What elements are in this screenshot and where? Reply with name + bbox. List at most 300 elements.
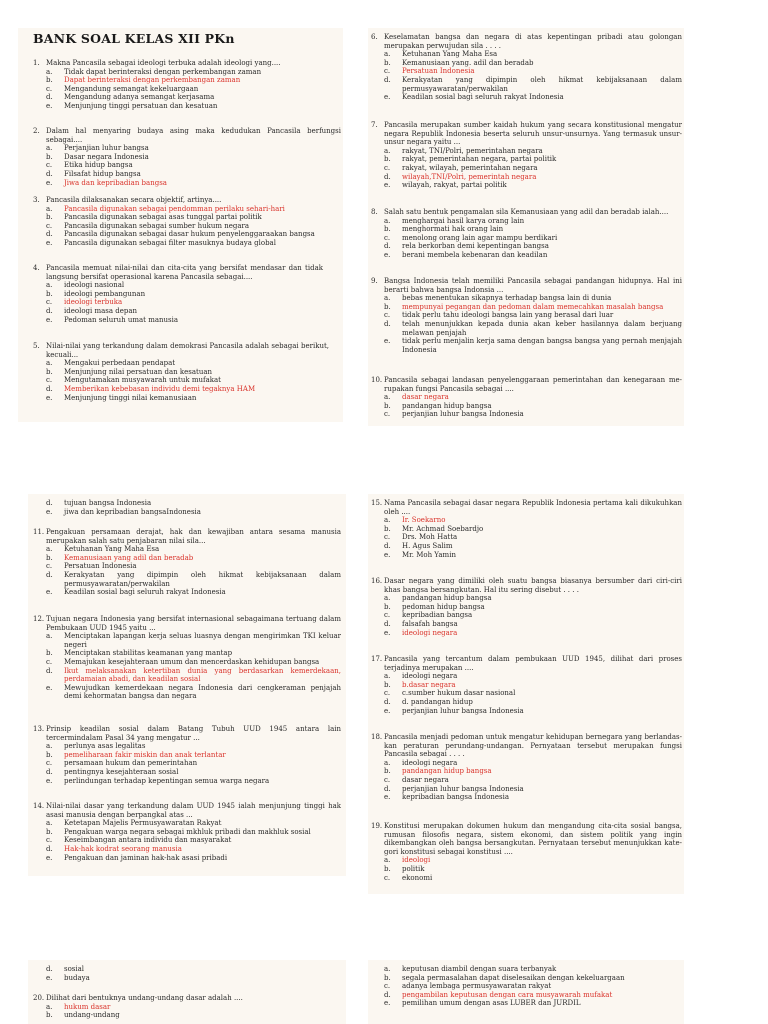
option-text: ideologi negara [402, 672, 458, 681]
option-letter: a. [46, 742, 53, 751]
question-5 [33, 342, 329, 402]
option-list [33, 281, 323, 324]
option [46, 394, 329, 403]
option-letter: e. [384, 793, 391, 802]
option [46, 93, 331, 102]
option-list [371, 965, 682, 1008]
option-text: Dasar negara Indonesia [64, 152, 149, 161]
option-letter: b. [384, 401, 391, 410]
option-text: ideologi terbuka [64, 298, 123, 307]
option-list [33, 205, 341, 248]
option-letter: d. [46, 93, 53, 102]
question-number: 19. [371, 822, 383, 830]
option-list [33, 1003, 341, 1020]
option-letter: e. [384, 181, 391, 190]
option-letter: c. [46, 161, 53, 170]
question-stem [371, 208, 682, 217]
option-letter: e. [46, 178, 53, 187]
question-text: Pancasila yang tercantum dalam pembukaan UUD 1945, dilihat dari proses terjadinya merupakan .... [384, 655, 682, 672]
option-text: Kemanusiaan yang. adil dan beradab [402, 58, 534, 67]
option-list [371, 759, 682, 802]
option [384, 776, 682, 785]
question-stem [371, 577, 682, 594]
answer-option [384, 393, 682, 402]
option-letter: e. [46, 853, 53, 862]
option-letter: a. [46, 819, 53, 828]
question-text: Bangsa Indonesia telah memiliki Pancasila sebagai pandangan hidupnya. Hal ini berarti bahwa bangsa Indonsia ... [384, 277, 682, 294]
question-number: 1. [33, 59, 40, 67]
option [384, 603, 682, 612]
question-6 [371, 33, 682, 102]
question-number: 14. [33, 802, 45, 810]
question-number: 4. [33, 264, 40, 272]
option-text: Mengutamakan musyawarah untuk mufakat [64, 376, 221, 385]
option-text: telah menunjukkan kepada dunia akan keber hasilannya dalam berjuang melawan penjajah [402, 319, 682, 337]
option [384, 59, 682, 68]
question-11 [33, 528, 341, 597]
answer-option [384, 303, 682, 312]
option-list [371, 856, 682, 882]
option [46, 213, 341, 222]
option-letter: c. [384, 67, 391, 76]
option-letter: b. [384, 602, 391, 611]
option-text: Mengandung semangat kekeluargaan [64, 84, 199, 93]
option-letter: a. [46, 144, 53, 153]
option [384, 974, 682, 983]
question-3 [33, 196, 341, 248]
option-letter: e. [384, 550, 391, 559]
question-stem [33, 264, 323, 281]
option-text: Pengakuan dan jaminan hak-hak asasi pribadi [64, 853, 228, 862]
option [46, 836, 341, 845]
option-text: Keseimbangan antara individu dan masyarakat [64, 836, 232, 845]
option-text: Mr. Moh Yamin [402, 550, 456, 559]
option-letter: a. [46, 204, 53, 213]
option [46, 571, 341, 588]
option-letter: c. [384, 689, 391, 698]
option-letter: e. [46, 315, 53, 324]
answer-option [384, 516, 682, 525]
option [384, 181, 682, 190]
answer-option [46, 554, 341, 563]
option-text: ekonomi [402, 873, 433, 882]
option-letter: b. [46, 289, 53, 298]
option-text: pemeliharaan fakir miskin dan anak terlantar [64, 750, 226, 759]
option-text: ideologi masa depan [64, 306, 138, 315]
option-text: Kemanusiaan yang adil dan beradab [64, 553, 194, 562]
answer-option [46, 179, 341, 188]
question-19 [371, 822, 682, 882]
option [384, 320, 682, 337]
question-text: Dalam hal menyaring budaya asing maka kedudukan Pancasila berfungsi sebagai.... [46, 127, 341, 144]
option-text: Menciptakan lapangan kerja seluas luasnya dengan mengirimkan TKI keluar negeri [64, 632, 341, 649]
option-text: pentingnya kesejahteraan sosial [64, 767, 179, 776]
option-text: ideologi nasional [64, 281, 125, 290]
option-letter: d. [384, 541, 391, 550]
option [46, 368, 329, 377]
question-text: Prinsip keadilan sosial dalam Batang Tubuh UUD 1945 antara lain tercermindalam Pasal 34 yang mengatur ... [46, 725, 341, 742]
option [46, 974, 341, 983]
option [46, 316, 323, 325]
answer-option [384, 629, 682, 638]
question-stem [33, 725, 341, 742]
option-text: Pancasila digunakan sebagai sumber hukum negara [64, 221, 250, 230]
question-16 [371, 577, 682, 637]
option-text: c.sumber hukum dasar nasional [402, 689, 516, 698]
option-text: Mengandung adanya semangat kerjasama [64, 93, 215, 102]
answer-option [384, 67, 682, 76]
option [384, 707, 682, 716]
option-letter: d. [46, 666, 53, 675]
option [46, 828, 341, 837]
option-text: persamaan hukum dan pemerintahan [64, 759, 198, 768]
option-letter: b. [384, 524, 391, 533]
option [46, 359, 329, 368]
answer-option [46, 76, 331, 85]
option-letter: b. [384, 155, 391, 164]
option [384, 234, 682, 243]
answer-option [46, 667, 341, 684]
option [46, 161, 341, 170]
option-list [371, 217, 682, 260]
option [46, 170, 341, 179]
question-stem [33, 59, 331, 68]
question-number: 20. [33, 994, 45, 1002]
option-letter: e. [384, 628, 391, 637]
option-text: b.dasar negara [402, 680, 456, 689]
option-text: Ketuhanan Yang Maha Esa [64, 545, 160, 554]
option-letter: c. [384, 982, 391, 991]
question-1 [33, 59, 331, 111]
option-letter: b. [46, 1011, 53, 1020]
option [46, 102, 331, 111]
option [46, 307, 323, 316]
question-text: Pancasila dilaksanakan secara objektif, artinya.... [46, 196, 222, 204]
question-14 [33, 802, 341, 862]
option-letter: a. [384, 856, 391, 865]
question-text: Pancasila menjadi pedoman untuk mengatur kehidupan bernegara yang berlandas- kan peraturan perundang-undangan. Pernyataan tersebut merupakan fungsi Pancasila sebagai . . . . [384, 733, 682, 759]
question-text: Tujuan negara Indonesia yang bersifat internasional sebagaimana tertuang dalam Pembukaan UUD 1945 yaitu ... [46, 615, 341, 632]
option-list [371, 594, 682, 637]
question-stem [33, 994, 341, 1003]
question-8 [371, 208, 682, 260]
option [46, 768, 341, 777]
question-number: 6. [371, 33, 378, 41]
option-text: Tidak dapat berinteraksi dengan perkembangan zaman [64, 67, 262, 76]
option-letter: b. [46, 367, 53, 376]
question-number: 3. [33, 196, 40, 204]
option-letter: a. [384, 965, 391, 973]
option-list [33, 359, 329, 402]
option-letter: b. [46, 76, 53, 85]
option-text: jiwa dan kepribadian bangsaIndonesia [64, 507, 201, 516]
option [384, 311, 682, 320]
option-text: Ketuhanan Yang Maha Esa [402, 50, 498, 59]
option-list [371, 393, 682, 419]
option-letter: e. [384, 93, 391, 102]
option-text: pengambilan keputusan dengan cara musyawarah mufakat [402, 990, 613, 999]
option-letter: a. [384, 294, 391, 303]
option-text: Jiwa dan kepribadian bangsa [64, 178, 167, 187]
option-letter: a. [384, 393, 391, 402]
question-4 [33, 264, 323, 324]
option [46, 239, 341, 248]
option-text: sosial [64, 965, 85, 973]
option-list [371, 672, 682, 715]
option-letter: c. [46, 84, 53, 93]
option-list [371, 516, 682, 559]
option-text: perjanjian luhur bangsa Indonesia [402, 784, 524, 793]
option-letter: c. [46, 376, 53, 385]
question-stem [33, 342, 329, 359]
option-text: Menjunjung nilai persatuan dan kesatuan [64, 367, 213, 376]
question-text: Pengakuan persamaan derajat, hak dan kewajiban antara sesama manusia merupakan salah satu penjabaran nilai sila... [46, 528, 341, 545]
option [384, 999, 682, 1008]
option [46, 777, 341, 786]
question-10-continued [33, 499, 341, 516]
option [384, 874, 682, 883]
document-title: BANK SOAL KELAS XII PKn [33, 31, 235, 46]
option-text: Pancasila digunakan sebagai filter masuknya budaya global [64, 238, 276, 247]
question-number: 9. [371, 277, 378, 285]
option [46, 508, 341, 517]
option [46, 742, 341, 751]
option [46, 649, 341, 658]
option [384, 93, 682, 102]
option-letter: d. [46, 230, 53, 239]
option-letter: a. [384, 516, 391, 525]
option [384, 620, 682, 629]
option-text: pedoman hidup bangsa [402, 602, 485, 611]
option-letter: e. [46, 393, 53, 402]
option-text: perjanjian luhur bangsa Indonesia [402, 706, 524, 715]
option [384, 155, 682, 164]
option-text: Kerakyatan yang dipimpin oleh hikmat kebijaksanaan dalam permusyawaratan/perwakilan [402, 75, 682, 93]
option-letter: a. [46, 281, 53, 290]
option-text: Keadilan sosial bagi seluruh rakyat Indonesia [402, 93, 564, 102]
option-text: Filsafat hidup bangsa [64, 169, 141, 178]
option-letter: b. [384, 864, 391, 873]
option-text: ideologi pembangunan [64, 289, 146, 298]
option-letter: c. [46, 759, 53, 768]
question-stem [371, 277, 682, 294]
option [384, 793, 682, 802]
option-text: pandangan hidup bangsa [402, 401, 492, 410]
option [46, 68, 331, 77]
option-letter: a. [46, 359, 53, 368]
question-18 [371, 733, 682, 802]
answer-option [46, 751, 341, 760]
option [46, 545, 341, 554]
option-text: pandangan hidup bangsa [402, 594, 492, 603]
option-text: perjanjian luhur bangsa Indonesia [402, 410, 524, 419]
option [384, 337, 682, 354]
option-letter: b. [384, 302, 391, 311]
option-letter: b. [46, 827, 53, 836]
answer-option [46, 205, 341, 214]
question-12 [33, 615, 341, 701]
option-text: Persatuan Indonesia [64, 562, 137, 571]
option-letter: e. [384, 250, 391, 259]
option-text: Menjunjung tinggi persatuan dan kesatuan [64, 101, 218, 110]
option-text: Mengakui perbedaan pendapat [64, 359, 176, 368]
option-text: Ketetapan Majelis Permusyawaratan Rakyat [64, 819, 222, 828]
option-text: rela berkorban demi kepentingan bangsa [402, 242, 549, 251]
option-letter: a. [384, 50, 391, 59]
option-text: ideologi [402, 856, 431, 865]
option-text: H. Agus Salim [402, 541, 453, 550]
option-text: Mr. Achmad Soebardjo [402, 524, 484, 533]
question-17 [371, 655, 682, 715]
option-text: pandangan hidup bangsa [402, 767, 492, 776]
option-text: Pancasila digunakan sebagai pendomman perilaku sehari-hari [64, 204, 285, 213]
option-text: Mewujudkan kemerdekaan negara Indonesia dari cengkeraman penjajah demi kehormatan bangsa dan negara [64, 683, 341, 701]
option-list [33, 819, 341, 862]
option-list [33, 545, 341, 597]
option-letter: a. [384, 216, 391, 225]
option-letter: d. [384, 990, 391, 999]
option-text: kepribadian bangsa [402, 611, 473, 620]
option-text: segala permasalahan dapat diselesaikan dengan kekeluargaan [402, 973, 625, 982]
option-letter: c. [384, 533, 391, 542]
option-list [371, 50, 682, 102]
option-letter: b. [384, 225, 391, 234]
option [46, 281, 323, 290]
option-text: Ir. Soekarno [402, 516, 446, 525]
question-15 [371, 499, 682, 559]
option-letter: d. [46, 306, 53, 315]
option [46, 854, 341, 863]
option-letter: d. [384, 319, 391, 328]
option-text: bebas menentukan sikapnya terhadap bangsa lain di dunia [402, 294, 612, 303]
option [384, 525, 682, 534]
option [46, 819, 341, 828]
option-text: Menjunjung tinggi nilai kemanusiaan [64, 393, 197, 402]
question-9 [371, 277, 682, 354]
question-2 [33, 127, 341, 187]
question-stem [371, 121, 682, 147]
option [46, 230, 341, 239]
answer-option [46, 385, 329, 394]
question-21-options [371, 965, 682, 1008]
question-text: Konstitusi merupakan dokumen hukum dan mengandung cita-cita sosial bangsa, rumusan filosofis negara, sistem ekonomi, dan sistem politik yang ingin dikembangkan oleh bangsa bersangkutan. Pernyataan tersebut menunjukkan kate- gori konstitusi sebagai konstitusi .... [384, 822, 682, 856]
question-text: Pancasila sebagai landasan penyelenggaraan pemerintahan dan kenegaraan me- rupakan fungsi Pancasila sebagai .... [384, 376, 682, 393]
question-stem [371, 499, 682, 516]
question-number: 18. [371, 733, 383, 741]
option-list [33, 742, 341, 785]
question-19-continued [33, 965, 341, 982]
option-letter: b. [384, 973, 391, 982]
option-list [371, 147, 682, 190]
question-text: Makna Pancasila sebagai ideologi terbuka adalah ideologi yang.... [46, 59, 281, 67]
option [384, 251, 682, 260]
option-letter: d. [46, 169, 53, 178]
question-text: Dilihat dari bentuknya undang-undang dasar adalah .... [46, 994, 243, 1002]
question-7 [371, 121, 682, 190]
option-letter: a. [384, 672, 391, 681]
option-text: Pengakuan warga negara sebagai mkhluk pribadi dan makhluk sosial [64, 827, 311, 836]
option-letter: a. [46, 67, 53, 76]
option-letter: b. [384, 58, 391, 67]
option-text: budaya [64, 973, 90, 982]
option-letter: e. [46, 588, 53, 597]
option [46, 290, 323, 299]
question-stem [33, 802, 341, 819]
question-number: 16. [371, 577, 383, 585]
question-number: 11. [33, 528, 45, 536]
option-text: tidak perlu menjalin kerja sama dengan bangsa bangsa yang pernah menjajah Indonesia [402, 337, 682, 354]
option-text: wilayah, rakyat, partai politik [402, 181, 507, 190]
option-text: undang-undang [64, 1011, 120, 1020]
option [46, 499, 341, 508]
answer-option [46, 845, 341, 854]
answer-option [384, 991, 682, 1000]
option-text: falsafah bangsa [402, 619, 458, 628]
option [384, 542, 682, 551]
option-letter: b. [46, 213, 53, 222]
question-stem [371, 822, 682, 856]
question-text: Dasar negara yang dimiliki oleh suatu bangsa biasanya bersumber dari ciri-ciri khas bangsa bersangkutan. Hal itu sering disebut . . . . [384, 577, 682, 594]
option-letter: d. [384, 75, 391, 84]
question-20 [33, 994, 341, 1020]
option-letter: d. [46, 570, 53, 579]
option [384, 672, 682, 681]
option-letter: c. [384, 163, 391, 172]
option-letter: a. [46, 632, 53, 641]
question-number: 17. [371, 655, 383, 663]
answer-option [384, 767, 682, 776]
option-letter: e. [46, 683, 53, 692]
option [384, 164, 682, 173]
option-text: hukum dasar [64, 1002, 111, 1011]
option-text: rakyat, TNI/Polri, pemerintahan negara [402, 146, 543, 155]
option [384, 785, 682, 794]
option-letter: c. [46, 657, 53, 666]
option-letter: c. [384, 233, 391, 242]
option [384, 76, 682, 93]
option-letter: d. [46, 384, 53, 393]
option-letter: e. [46, 507, 53, 516]
option-letter: d. [46, 499, 53, 507]
option-text: keputusan diambil dengan suara terbanyak [402, 965, 557, 973]
option [384, 402, 682, 411]
option-text: Pedoman seluruh umat manusia [64, 315, 179, 324]
option [46, 588, 341, 597]
option-text: perlindungan terhadap kepentingan semua warga negara [64, 776, 270, 785]
option-list [33, 68, 331, 111]
question-number: 10. [371, 376, 383, 384]
option-letter: a. [384, 758, 391, 767]
option [384, 225, 682, 234]
option-letter: d. [46, 965, 53, 973]
option [46, 658, 341, 667]
option-text: wilayah,TNI/Polri, pemerintah negara [402, 172, 537, 181]
option-text: Dapat berinteraksi dengan perkembangan zaman [64, 76, 241, 85]
option-text: Memberikan kebebasan individu demi tegaknya HAM [64, 384, 256, 393]
option-text: Perjanjian luhur bangsa [64, 144, 149, 153]
option-letter: d. [384, 619, 391, 628]
question-text: Nilai-nilai dasar yang terkandung dalam UUD 1945 ialah menjunjung tinggi hak asasi manusia dengan berpangkal atas ... [46, 802, 341, 819]
option-text: dasar negara [402, 775, 449, 784]
option-text: Etika hidup bangsa [64, 161, 133, 170]
answer-option [46, 1003, 341, 1012]
option-letter: b. [46, 553, 53, 562]
option [46, 684, 341, 701]
option [46, 85, 331, 94]
question-stem [33, 196, 341, 205]
question-number: 15. [371, 499, 383, 507]
question-text: Pancasila merupakan sumber kaidah hukum yang secara konstitusional mengatur negara Republik Indonesia beserta seluruh unsur-unsurnya. Yang termasuk unsur-unsur negara yaitu ... [384, 121, 682, 147]
